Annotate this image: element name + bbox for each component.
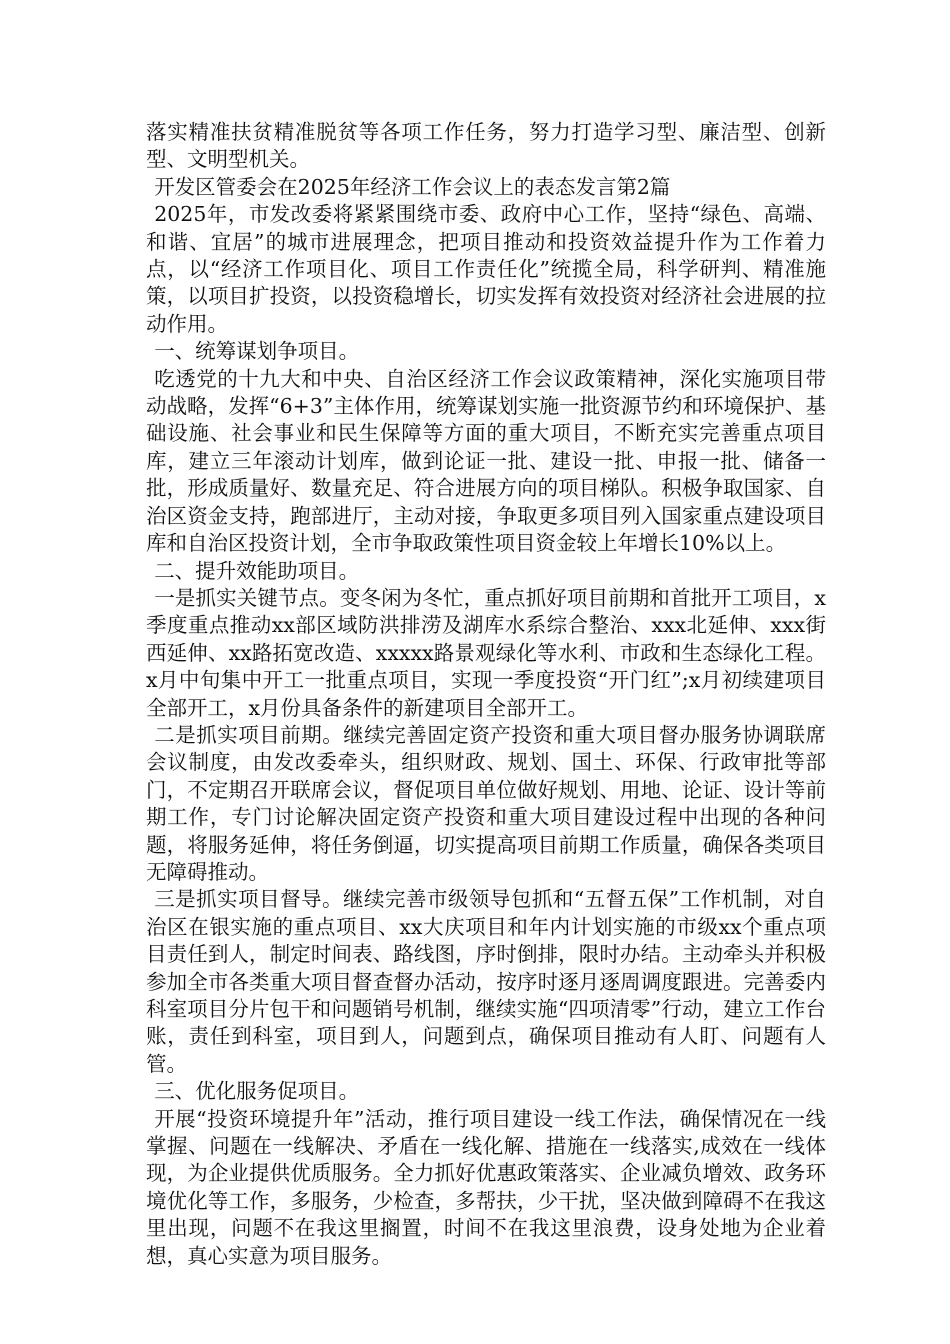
document-body: [146, 119, 826, 1270]
paragraph: 开展“投资环境提升年”活动，推行项目建设一线工作法，确保情况在一线掌握、问题在一线解决、矛盾在一线化解、措施在一线落实,成效在一线体现，为企业提供优质服务。全力抓好优惠政策落实、企业减负增效、政务环境优化等工作，多服务，少检查，多帮扶，少干扰，坚决做到障碍不在我这里出现，问题不在我这里搁置，时间不在我这里浪费，设身处地为企业着想，真心实意为项目服务。: [146, 1106, 826, 1268]
section-title: 开发区管委会在2025年经济工作会议上的表态发言第2篇: [154, 174, 671, 199]
heading-2: 二、提升效能助项目。: [154, 558, 360, 583]
paragraph: 三是抓实项目督导。继续完善市级领导包抓和“五督五保”工作机制，对自治区在银实施的重点项目、xx大庆项目和年内计划实施的市级xx个重点项目责任到人，制定时间表、路线图，序时倒排，限时办结。主动牵头并积极参加全市各类重大项目督查督办活动，按序时逐月逐周调度跟进。完善委内科室项目分片包干和问题销号机制，继续实施“四项清零”行动，建立工作台账，责任到科室，项目到人，问题到点，确保项目推动有人盯、问题有人管。: [146, 887, 826, 1076]
paragraph: 一是抓实关键节点。变冬闲为冬忙，重点抓好项目前期和首批开工项目，x季度重点推动xx部区域防洪排涝及湖库水系综合整治、xxx北延伸、xxx街西延伸、xx路拓宽改造、xxxxx路景观绿化等水利、市政和生态绿化工程。x月中旬集中开工一批重点项目，实现一季度投资“开门红”;x月初续建项目全部开工，x月份具备条件的新建项目全部开工。: [146, 585, 826, 720]
paragraph-continuation: 落实精准扶贫精准脱贫等各项工作任务，努力打造学习型、廉洁型、创新型、文明型机关。: [146, 120, 826, 172]
heading-1: 一、统筹谋划争项目。: [154, 339, 360, 364]
paragraph: 吃透党的十九大和中央、自治区经济工作会议政策精神，深化实施项目带动战略，发挥“6+3”主体作用，统筹谋划实施一批资源节约和环境保护、基础设施、社会事业和民生保障等方面的重大项目，不断充实完善重点项目库，建立三年滚动计划库，做到论证一批、建设一批、申报一批、储备一批，形成质量好、数量充足、符合进展方向的项目梯队。积极争取国家、自治区资金支持，跑部进厅，主动对接，争取更多项目列入国家重点建设项目库和自治区投资计划，全市争取政策性项目资金较上年增长10%以上。: [146, 366, 826, 556]
paragraph-intro: 2025年，市发改委将紧紧围绕市委、政府中心工作，坚持“绿色、高端、和谐、宜居”的城市进展理念，把项目推动和投资效益提升作为工作着力点，以“经济工作项目化、项目工作责任化”统揽全局，科学研判、精准施策，以项目扩投资，以投资稳增长，切实发挥有效投资对经济社会进展的拉动作用。: [146, 202, 826, 336]
heading-3: 三、优化服务促项目。: [154, 1079, 360, 1104]
paragraph: 二是抓实项目前期。继续完善固定资产投资和重大项目督办服务协调联席会议制度，由发改委牵头，组织财政、规划、国土、环保、行政审批等部门，不定期召开联席会议，督促项目单位做好规划、用地、论证、设计等前期工作，专门讨论解决固定资产投资和重大项目建设过程中出现的各种问题，将服务延伸，将任务倒逼，切实提高项目前期工作质量，确保各类项目无障碍推动。: [146, 722, 826, 884]
